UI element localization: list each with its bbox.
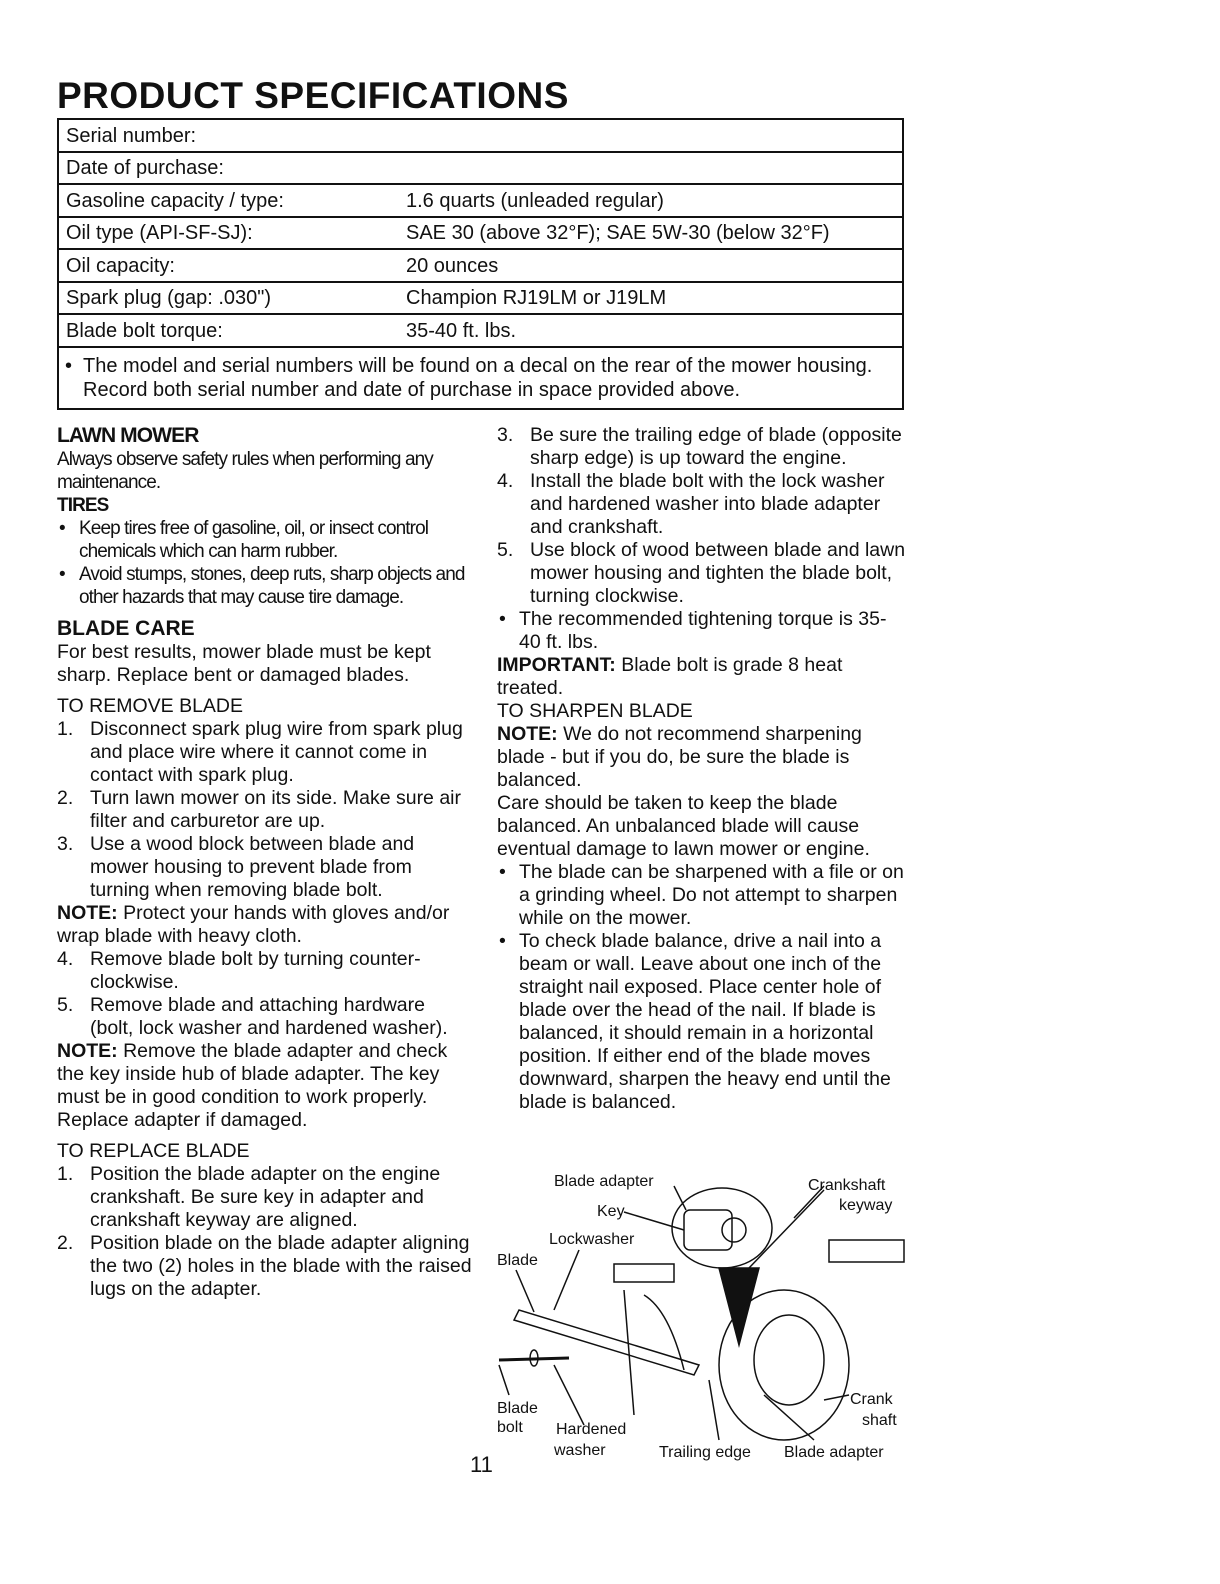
spec-label: Date of purchase: — [66, 157, 224, 179]
important-text: Blade bolt is grade 8 heat treated. — [497, 654, 843, 699]
blade-shape — [514, 1310, 699, 1375]
torque-list — [497, 608, 907, 654]
note-label: NOTE: — [497, 723, 558, 745]
list-item-text: Keep tires free of gasoline, oil, or insect control chemicals which can harm rubber. — [79, 518, 429, 562]
step-number: 4. — [497, 470, 514, 492]
label-blade: Blade — [497, 1252, 538, 1269]
list-item-text: Use block of wood between blade and lawn mower housing and tighten the blade bolt, turning clockwise. — [530, 539, 906, 607]
label-crank-1: Crank — [850, 1391, 893, 1408]
spec-value: SAE 30 (above 32°F); SAE 5W-30 (below 32°F) — [406, 222, 830, 244]
blade-care-heading: BLADE CARE — [57, 617, 195, 640]
sharpen-list — [497, 861, 907, 1114]
list-item — [497, 470, 907, 539]
step-number: 5. — [497, 539, 514, 561]
note-label: NOTE: — [57, 1040, 118, 1062]
label-lockwasher: Lockwasher — [549, 1231, 635, 1248]
remove-steps-b — [57, 948, 472, 1040]
blade-care-intro: For best results, mower blade must be kept sharp. Replace bent or damaged blades. — [57, 641, 431, 686]
list-item-text: Remove blade bolt by turning counter-clockwise. — [90, 948, 421, 993]
list-item — [57, 718, 472, 787]
spec-row-date-of-purchase — [59, 153, 902, 186]
wheel-hub — [754, 1315, 824, 1405]
spec-row-blade-bolt-torque — [59, 315, 902, 348]
list-item — [497, 539, 907, 608]
bullet-icon: • — [499, 930, 506, 952]
spec-label: Gasoline capacity / type: — [66, 189, 284, 212]
label-crankshaft-keyway-2: keyway — [839, 1197, 893, 1214]
step-number: 2. — [57, 1232, 74, 1254]
list-item — [57, 787, 472, 833]
list-item — [497, 424, 907, 470]
list-item — [497, 608, 907, 654]
wheel — [719, 1290, 849, 1440]
spec-row-oil-type — [59, 218, 902, 251]
list-item-text: Position blade on the blade adapter aligning the two (2) holes in the blade with the raised lugs on the adapter. — [90, 1232, 472, 1300]
lawn-mower-intro: Always observe safety rules when performing any maintenance. — [57, 449, 433, 493]
list-item-text: Remove blade and attaching hardware (bolt, lock washer and hardened washer). — [90, 994, 448, 1039]
label-blade-adapter-top: Blade adapter — [554, 1173, 654, 1190]
spec-value: 20 ounces — [406, 254, 499, 277]
spec-value: 35-40 ft. lbs. — [406, 319, 517, 342]
list-item-text: Avoid stumps, stones, deep ruts, sharp objects and other hazards that may cause tire damage. — [79, 564, 465, 608]
list-item — [497, 861, 907, 930]
bullet-icon: • — [499, 608, 506, 630]
leader-line — [764, 1395, 814, 1440]
specifications-table — [57, 118, 904, 410]
leader-line — [824, 1395, 849, 1400]
left-column — [57, 424, 472, 1301]
bullet-icon: • — [65, 354, 73, 377]
list-item-text: The blade can be sharpened with a file or on a grinding wheel. Do not attempt to sharpen while on the mower. — [519, 861, 904, 929]
blade-bolt — [499, 1358, 569, 1360]
note-text: Protect your hands with gloves and/or wrap blade with heavy cloth. — [57, 902, 450, 947]
list-item — [497, 930, 907, 1114]
note-text: We do not recommend sharpening blade - but if you do, be sure the blade is balanced. — [497, 723, 862, 791]
step-number: 4. — [57, 948, 74, 970]
label-key: Key — [597, 1203, 625, 1220]
balance-text: Care should be taken to keep the blade balanced. An unbalanced blade will cause eventual damage to lawn mower or engine. — [497, 792, 870, 860]
list-item — [57, 563, 472, 609]
replace-blade-heading: TO REPLACE BLADE — [57, 1140, 250, 1162]
right-column — [497, 424, 907, 1114]
spec-label: Blade bolt torque: — [66, 319, 223, 342]
leader-line — [709, 1380, 719, 1440]
remove-blade-heading: TO REMOVE BLADE — [57, 695, 244, 717]
tires-heading: TIRES — [57, 495, 109, 516]
page-number: 11 — [470, 1452, 493, 1477]
leader-line — [554, 1365, 584, 1425]
spec-value: 1.6 quarts (unleaded regular) — [406, 189, 664, 212]
note-adapter — [57, 1040, 472, 1132]
bullet-icon: • — [59, 518, 65, 539]
lawn-mower-heading: LAWN MOWER — [57, 424, 199, 447]
step-number: 3. — [57, 833, 74, 855]
replace-steps-left — [57, 1163, 472, 1301]
spec-row-gasoline — [59, 185, 902, 218]
list-item — [57, 1163, 472, 1232]
list-item-text: Use a wood block between blade and mower housing to prevent blade from turning when removing blade bolt. — [90, 833, 415, 901]
replace-steps-right — [497, 424, 907, 608]
spec-row-oil-capacity — [59, 250, 902, 283]
adapter-detail — [684, 1210, 732, 1250]
blade-teeth — [614, 1264, 674, 1282]
sharpen-blade-heading: TO SHARPEN BLADE — [497, 700, 693, 722]
label-blade-bolt-2: bolt — [497, 1419, 523, 1436]
spec-value: Champion RJ19LM or J19LM — [406, 287, 667, 309]
list-item-text: Position the blade adapter on the engine crankshaft. Be sure key in adapter and crankshaft keyway are aligned. — [90, 1163, 441, 1231]
list-item-text: To check blade balance, drive a nail into a beam or wall. Leave about one inch of the straight nail exposed. Place center hole of blade over the head of the nail. If blade is balanced, it should remain in a horizontal position. If either end of the blade moves downward, sharpen the heavy end until the blade is balanced. — [519, 930, 891, 1113]
housing-edge — [624, 1290, 634, 1415]
note-sharpen — [497, 723, 907, 792]
list-item-text: Turn lawn mower on its side. Make sure air filter and carburetor are up. — [90, 787, 461, 832]
step-number: 1. — [57, 718, 74, 740]
spec-label: Serial number: — [66, 124, 197, 147]
label-trailing-edge: Trailing edge — [659, 1444, 751, 1461]
remove-steps-a — [57, 718, 472, 902]
spec-label: Spark plug (gap: .030") — [66, 287, 271, 309]
tires-list — [57, 517, 472, 609]
blade-assembly-diagram — [494, 1170, 909, 1470]
list-item-text: Install the blade bolt with the lock washer and hardened washer into blade adapter and crankshaft. — [530, 470, 885, 538]
spec-label: Oil type (API-SF-SJ): — [66, 222, 253, 244]
crankshaft-end — [722, 1218, 746, 1242]
page-title: PRODUCT SPECIFICATIONS — [57, 75, 569, 116]
spec-row-spark-plug — [59, 283, 902, 316]
list-item — [57, 1232, 472, 1301]
crankshaft-teeth — [829, 1240, 904, 1262]
important-note — [497, 654, 907, 700]
label-crankshaft-keyway-1: Crankshaft — [808, 1177, 886, 1194]
list-item — [57, 833, 472, 902]
label-hardened-washer-2: washer — [554, 1442, 606, 1459]
step-number: 1. — [57, 1163, 74, 1185]
spec-row-serial-number — [59, 120, 902, 153]
label-hardened-washer-1: Hardened — [556, 1421, 627, 1438]
step-number: 5. — [57, 994, 74, 1016]
important-label: IMPORTANT: — [497, 654, 616, 676]
leader-line — [554, 1250, 579, 1310]
spec-label: Oil capacity: — [66, 254, 175, 277]
lawn-mower-section — [57, 424, 472, 609]
leader-line — [516, 1270, 534, 1312]
spec-note — [59, 348, 902, 408]
label-blade-adapter-bottom: Blade adapter — [784, 1444, 884, 1461]
note-text: Remove the blade adapter and check the key inside hub of blade adapter. The key must be in good condition to work properly. Replace adapter if damaged. — [57, 1040, 448, 1131]
bullet-icon: • — [499, 861, 506, 883]
list-item — [57, 994, 472, 1040]
list-item — [57, 517, 472, 563]
diagram-artwork — [499, 1186, 904, 1440]
step-number: 2. — [57, 787, 74, 809]
bullet-icon: • — [59, 564, 65, 585]
label-crank-2: shaft — [862, 1412, 897, 1429]
leader-line — [499, 1365, 509, 1395]
note-label: NOTE: — [57, 902, 118, 924]
list-item-text: Be sure the trailing edge of blade (opposite sharp edge) is up toward the engine. — [530, 424, 902, 469]
spec-note-text: The model and serial numbers will be found on a decal on the rear of the mower housing. Record both serial number and date of purchase in space provided above. — [83, 354, 873, 401]
step-number: 3. — [497, 424, 514, 446]
list-item-text: The recommended tightening torque is 35-40 ft. lbs. — [519, 608, 887, 653]
list-item — [57, 948, 472, 994]
note-gloves — [57, 902, 472, 948]
label-blade-bolt-1: Blade — [497, 1400, 538, 1417]
list-item-text: Disconnect spark plug wire from spark plug and place wire where it cannot come in contact with spark plug. — [90, 718, 463, 786]
